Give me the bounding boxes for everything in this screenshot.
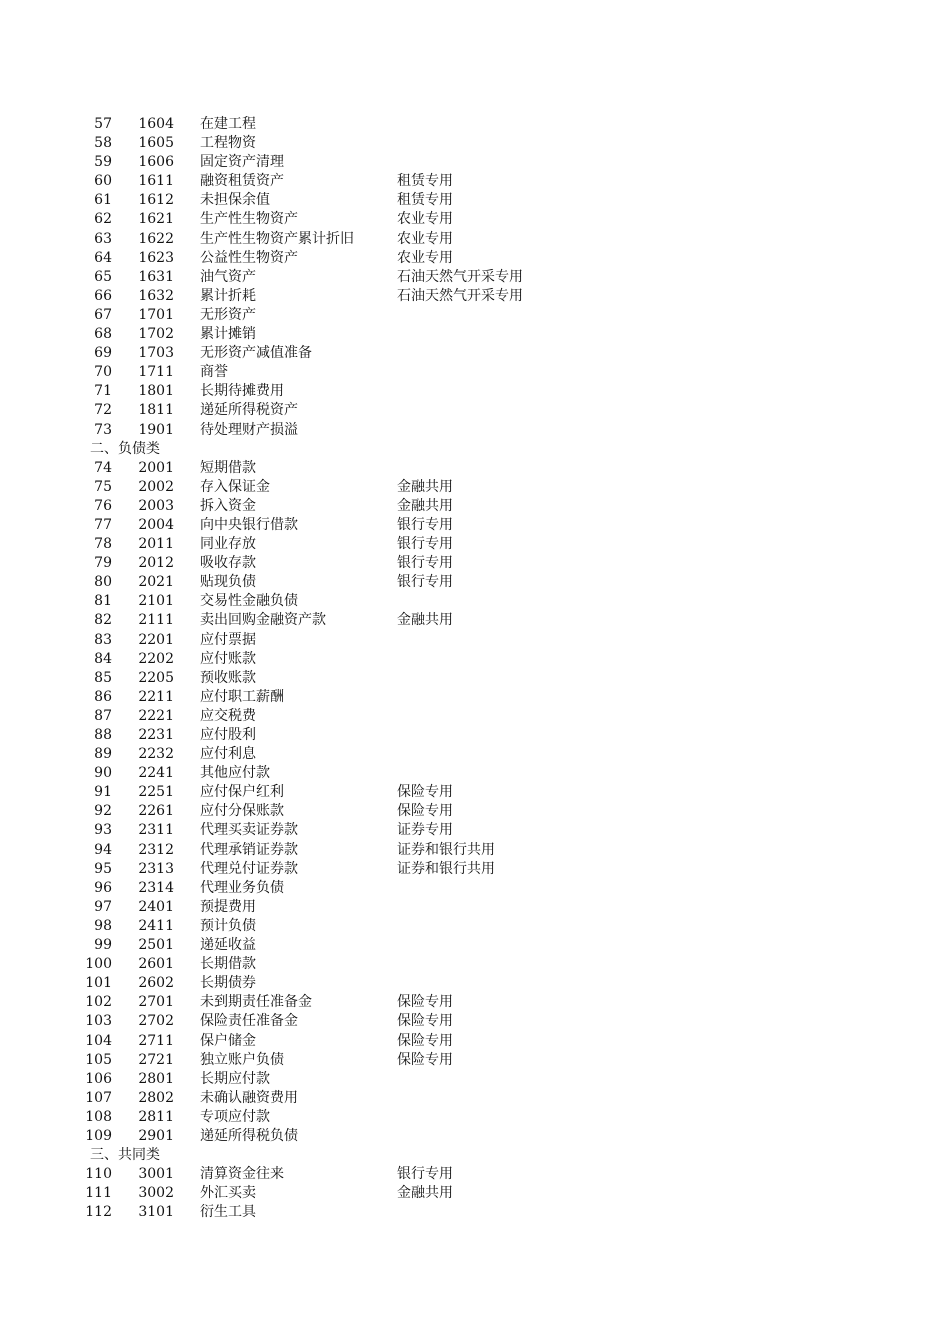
seq-cell: 92 <box>94 803 112 820</box>
seq-cell: 100 <box>85 956 112 973</box>
table-row <box>0 1108 950 1127</box>
table-row <box>0 573 950 592</box>
usage-note-cell: 石油天然气开采专用 <box>397 287 523 304</box>
account-code-cell: 2601 <box>138 956 174 973</box>
seq-cell: 86 <box>94 688 112 705</box>
table-row <box>0 554 950 573</box>
account-code-cell: 1632 <box>138 287 174 304</box>
usage-note-cell: 保险专用 <box>397 1013 453 1030</box>
account-name-cell: 吸收存款 <box>200 555 256 572</box>
account-name-cell: 无形资产 <box>200 306 256 323</box>
seq-cell: 91 <box>94 784 112 801</box>
account-name-cell: 保险责任准备金 <box>200 1013 298 1030</box>
table-row <box>0 898 950 917</box>
table-row <box>0 306 950 325</box>
account-code-cell: 2004 <box>138 516 174 533</box>
table-row <box>0 688 950 707</box>
usage-note-cell: 农业专用 <box>397 211 453 228</box>
account-name-cell: 代理业务负债 <box>200 879 284 896</box>
usage-note-cell: 租赁专用 <box>397 192 453 209</box>
usage-note-cell: 银行专用 <box>397 574 453 591</box>
account-name-cell: 长期待摊费用 <box>200 383 284 400</box>
usage-note-cell: 农业专用 <box>397 249 453 266</box>
account-name-cell: 累计摊销 <box>200 326 256 343</box>
account-name-cell: 应交税费 <box>200 707 256 724</box>
account-code-cell: 2313 <box>138 860 174 877</box>
account-code-cell: 2721 <box>138 1051 174 1068</box>
account-code-cell: 2001 <box>138 459 174 476</box>
account-name-cell: 应付利息 <box>200 746 256 763</box>
account-name-cell: 预计负债 <box>200 917 256 934</box>
account-name-cell: 同业存放 <box>200 536 256 553</box>
account-code-cell: 3101 <box>138 1204 174 1221</box>
account-code-cell: 3002 <box>138 1185 174 1202</box>
table-row <box>0 1032 950 1051</box>
section-label: 三、共同类 <box>90 1147 160 1164</box>
seq-cell: 67 <box>94 306 112 323</box>
account-code-cell: 2012 <box>138 555 174 572</box>
usage-note-cell: 保险专用 <box>397 994 453 1011</box>
account-code-cell: 2711 <box>138 1032 174 1049</box>
table-row <box>0 230 950 249</box>
seq-cell: 58 <box>94 135 112 152</box>
usage-note-cell: 保险专用 <box>397 784 453 801</box>
account-code-cell: 2901 <box>138 1127 174 1144</box>
account-code-cell: 2251 <box>138 784 174 801</box>
account-name-cell: 应付分保账款 <box>200 803 284 820</box>
account-name-cell: 递延所得税负债 <box>200 1127 298 1144</box>
account-name-cell: 独立账户负债 <box>200 1051 284 1068</box>
usage-note-cell: 租赁专用 <box>397 173 453 190</box>
account-name-cell: 在建工程 <box>200 116 256 132</box>
usage-note-cell: 金融共用 <box>397 612 453 629</box>
seq-cell: 90 <box>94 765 112 782</box>
seq-cell: 65 <box>94 268 112 285</box>
account-code-table <box>0 115 950 1222</box>
seq-cell: 83 <box>94 631 112 648</box>
seq-cell: 61 <box>94 192 112 209</box>
table-row <box>0 669 950 688</box>
account-name-cell: 应付保户红利 <box>200 784 284 801</box>
seq-cell: 68 <box>94 326 112 343</box>
account-code-cell: 2011 <box>138 536 174 553</box>
seq-cell: 81 <box>94 593 112 610</box>
table-row <box>0 745 950 764</box>
account-name-cell: 保户储金 <box>200 1032 256 1049</box>
account-code-cell: 1605 <box>138 135 174 152</box>
account-name-cell: 工程物资 <box>200 135 256 152</box>
section-header-row <box>0 1146 950 1165</box>
table-row <box>0 249 950 268</box>
table-row <box>0 497 950 516</box>
account-code-cell: 2811 <box>138 1108 174 1125</box>
account-code-cell: 2701 <box>138 994 174 1011</box>
table-row <box>0 1012 950 1031</box>
usage-note-cell: 金融共用 <box>397 478 453 495</box>
table-row <box>0 1070 950 1089</box>
table-row <box>0 287 950 306</box>
account-name-cell: 未确认融资费用 <box>200 1089 298 1106</box>
account-name-cell: 预收账款 <box>200 669 256 686</box>
seq-cell: 74 <box>94 459 112 476</box>
account-code-cell: 2202 <box>138 650 174 667</box>
seq-cell: 82 <box>94 612 112 629</box>
table-row <box>0 783 950 802</box>
table-row <box>0 401 950 420</box>
account-name-cell: 商誉 <box>200 364 228 381</box>
account-name-cell: 拆入资金 <box>200 497 256 514</box>
table-row <box>0 802 950 821</box>
seq-cell: 106 <box>85 1070 112 1087</box>
seq-cell: 99 <box>94 937 112 954</box>
account-code-cell: 2002 <box>138 478 174 495</box>
usage-note-cell: 石油天然气开采专用 <box>397 268 523 285</box>
account-name-cell: 衍生工具 <box>200 1204 256 1221</box>
account-code-cell: 2241 <box>138 765 174 782</box>
account-code-cell: 1711 <box>138 364 174 381</box>
seq-cell: 96 <box>94 879 112 896</box>
account-code-cell: 1612 <box>138 192 174 209</box>
table-row <box>0 726 950 745</box>
seq-cell: 70 <box>94 364 112 381</box>
seq-cell: 62 <box>94 211 112 228</box>
table-row <box>0 478 950 497</box>
seq-cell: 60 <box>94 173 112 190</box>
seq-cell: 98 <box>94 917 112 934</box>
table-row <box>0 841 950 860</box>
account-code-cell: 1606 <box>138 154 174 171</box>
seq-cell: 110 <box>85 1166 112 1183</box>
account-name-cell: 应付职工薪酬 <box>200 688 284 705</box>
section-label: 二、负债类 <box>90 440 160 457</box>
usage-note-cell: 保险专用 <box>397 803 453 820</box>
seq-cell: 109 <box>85 1127 112 1144</box>
seq-cell: 94 <box>94 841 112 858</box>
account-name-cell: 预提费用 <box>200 898 256 915</box>
table-row <box>0 1184 950 1203</box>
seq-cell: 95 <box>94 860 112 877</box>
account-name-cell: 未到期责任准备金 <box>200 994 312 1011</box>
table-row <box>0 650 950 669</box>
table-row <box>0 993 950 1012</box>
table-row <box>0 516 950 535</box>
account-code-cell: 2314 <box>138 879 174 896</box>
account-name-cell: 专项应付款 <box>200 1108 270 1125</box>
seq-cell: 66 <box>94 287 112 304</box>
usage-note-cell: 保险专用 <box>397 1051 453 1068</box>
account-name-cell: 公益性生物资产 <box>200 249 298 266</box>
account-name-cell: 递延收益 <box>200 937 256 954</box>
account-code-cell: 1701 <box>138 306 174 323</box>
seq-cell: 63 <box>94 230 112 247</box>
table-row <box>0 421 950 440</box>
account-code-cell: 2232 <box>138 746 174 763</box>
table-row <box>0 363 950 382</box>
seq-cell: 107 <box>85 1089 112 1106</box>
seq-cell: 72 <box>94 402 112 419</box>
seq-cell: 101 <box>85 975 112 992</box>
account-code-cell: 1604 <box>138 116 174 132</box>
table-row <box>0 592 950 611</box>
seq-cell: 108 <box>85 1108 112 1125</box>
table-row <box>0 134 950 153</box>
account-code-cell: 1623 <box>138 249 174 266</box>
account-code-cell: 2802 <box>138 1089 174 1106</box>
account-code-cell: 2021 <box>138 574 174 591</box>
account-name-cell: 无形资产减值准备 <box>200 345 312 362</box>
table-row <box>0 860 950 879</box>
account-name-cell: 代理买卖证券款 <box>200 822 298 839</box>
account-code-cell: 2411 <box>138 917 174 934</box>
account-code-cell: 1621 <box>138 211 174 228</box>
usage-note-cell: 证券专用 <box>397 822 453 839</box>
account-name-cell: 长期债券 <box>200 975 256 992</box>
seq-cell: 85 <box>94 669 112 686</box>
account-code-cell: 2702 <box>138 1013 174 1030</box>
account-code-cell: 2205 <box>138 669 174 686</box>
table-row <box>0 879 950 898</box>
table-row <box>0 1165 950 1184</box>
usage-note-cell: 证券和银行共用 <box>397 841 495 858</box>
table-row <box>0 153 950 172</box>
account-code-cell: 2211 <box>138 688 174 705</box>
account-code-cell: 2801 <box>138 1070 174 1087</box>
account-name-cell: 未担保余值 <box>200 192 270 209</box>
seq-cell: 112 <box>85 1204 112 1221</box>
table-row <box>0 1127 950 1146</box>
seq-cell: 57 <box>94 116 112 132</box>
account-code-cell: 1703 <box>138 345 174 362</box>
account-code-cell: 2201 <box>138 631 174 648</box>
section-header-row <box>0 440 950 459</box>
account-name-cell: 递延所得税资产 <box>200 402 298 419</box>
table-row <box>0 115 950 134</box>
account-code-cell: 2401 <box>138 898 174 915</box>
account-name-cell: 生产性生物资产 <box>200 211 298 228</box>
seq-cell: 102 <box>85 994 112 1011</box>
seq-cell: 73 <box>94 421 112 438</box>
table-row <box>0 955 950 974</box>
usage-note-cell: 银行专用 <box>397 555 453 572</box>
table-row <box>0 936 950 955</box>
seq-cell: 97 <box>94 898 112 915</box>
seq-cell: 71 <box>94 383 112 400</box>
seq-cell: 76 <box>94 497 112 514</box>
account-name-cell: 短期借款 <box>200 459 256 476</box>
account-code-cell: 2311 <box>138 822 174 839</box>
account-name-cell: 代理承销证券款 <box>200 841 298 858</box>
seq-cell: 75 <box>94 478 112 495</box>
table-row <box>0 172 950 191</box>
account-code-cell: 1631 <box>138 268 174 285</box>
usage-note-cell: 农业专用 <box>397 230 453 247</box>
seq-cell: 77 <box>94 516 112 533</box>
account-name-cell: 其他应付款 <box>200 765 270 782</box>
table-row <box>0 1051 950 1070</box>
account-name-cell: 长期借款 <box>200 956 256 973</box>
account-code-cell: 1811 <box>138 402 174 419</box>
account-code-cell: 2501 <box>138 937 174 954</box>
table-row <box>0 611 950 630</box>
account-code-cell: 2312 <box>138 841 174 858</box>
account-name-cell: 待处理财产损溢 <box>200 421 298 438</box>
account-code-cell: 2003 <box>138 497 174 514</box>
account-code-cell: 1611 <box>138 173 174 190</box>
table-row <box>0 631 950 650</box>
account-code-cell: 1702 <box>138 326 174 343</box>
seq-cell: 87 <box>94 707 112 724</box>
account-name-cell: 生产性生物资产累计折旧 <box>200 230 354 247</box>
table-row <box>0 707 950 726</box>
account-code-cell: 3001 <box>138 1166 174 1183</box>
seq-cell: 105 <box>85 1051 112 1068</box>
account-name-cell: 累计折耗 <box>200 287 256 304</box>
table-row <box>0 764 950 783</box>
seq-cell: 80 <box>94 574 112 591</box>
account-code-cell: 1801 <box>138 383 174 400</box>
account-code-cell: 2602 <box>138 975 174 992</box>
usage-note-cell: 金融共用 <box>397 1185 453 1202</box>
seq-cell: 103 <box>85 1013 112 1030</box>
account-name-cell: 应付股利 <box>200 727 256 743</box>
account-code-cell: 1901 <box>138 421 174 438</box>
seq-cell: 78 <box>94 536 112 553</box>
seq-cell: 93 <box>94 822 112 839</box>
usage-note-cell: 金融共用 <box>397 497 453 514</box>
account-name-cell: 外汇买卖 <box>200 1185 256 1202</box>
account-code-cell: 2231 <box>138 727 174 743</box>
table-row <box>0 1203 950 1222</box>
usage-note-cell: 银行专用 <box>397 536 453 553</box>
usage-note-cell: 保险专用 <box>397 1032 453 1049</box>
table-row <box>0 191 950 210</box>
seq-cell: 69 <box>94 345 112 362</box>
table-row <box>0 382 950 401</box>
table-row <box>0 325 950 344</box>
account-code-cell: 2221 <box>138 707 174 724</box>
table-row <box>0 974 950 993</box>
usage-note-cell: 证券和银行共用 <box>397 860 495 877</box>
account-name-cell: 存入保证金 <box>200 478 270 495</box>
account-code-cell: 2111 <box>138 612 174 629</box>
account-name-cell: 代理兑付证券款 <box>200 860 298 877</box>
account-code-cell: 2261 <box>138 803 174 820</box>
seq-cell: 88 <box>94 727 112 743</box>
account-name-cell: 清算资金往来 <box>200 1166 284 1183</box>
seq-cell: 104 <box>85 1032 112 1049</box>
account-name-cell: 长期应付款 <box>200 1070 270 1087</box>
account-name-cell: 交易性金融负债 <box>200 593 298 610</box>
table-row <box>0 917 950 936</box>
account-name-cell: 应付票据 <box>200 631 256 648</box>
account-name-cell: 应付账款 <box>200 650 256 667</box>
account-name-cell: 卖出回购金融资产款 <box>200 612 326 629</box>
account-name-cell: 贴现负债 <box>200 574 256 591</box>
table-row <box>0 210 950 229</box>
seq-cell: 64 <box>94 249 112 266</box>
account-name-cell: 固定资产清理 <box>200 154 284 171</box>
seq-cell: 84 <box>94 650 112 667</box>
table-row <box>0 535 950 554</box>
seq-cell: 89 <box>94 746 112 763</box>
table-row <box>0 459 950 478</box>
seq-cell: 111 <box>85 1185 112 1202</box>
table-row <box>0 821 950 840</box>
table-row <box>0 344 950 363</box>
seq-cell: 79 <box>94 555 112 572</box>
seq-cell: 59 <box>94 154 112 171</box>
account-name-cell: 油气资产 <box>200 268 256 285</box>
table-row <box>0 1089 950 1108</box>
account-code-cell: 2101 <box>138 593 174 610</box>
usage-note-cell: 银行专用 <box>397 1166 453 1183</box>
account-code-cell: 1622 <box>138 230 174 247</box>
usage-note-cell: 银行专用 <box>397 516 453 533</box>
account-name-cell: 融资租赁资产 <box>200 173 284 190</box>
table-row <box>0 268 950 287</box>
account-name-cell: 向中央银行借款 <box>200 516 298 533</box>
